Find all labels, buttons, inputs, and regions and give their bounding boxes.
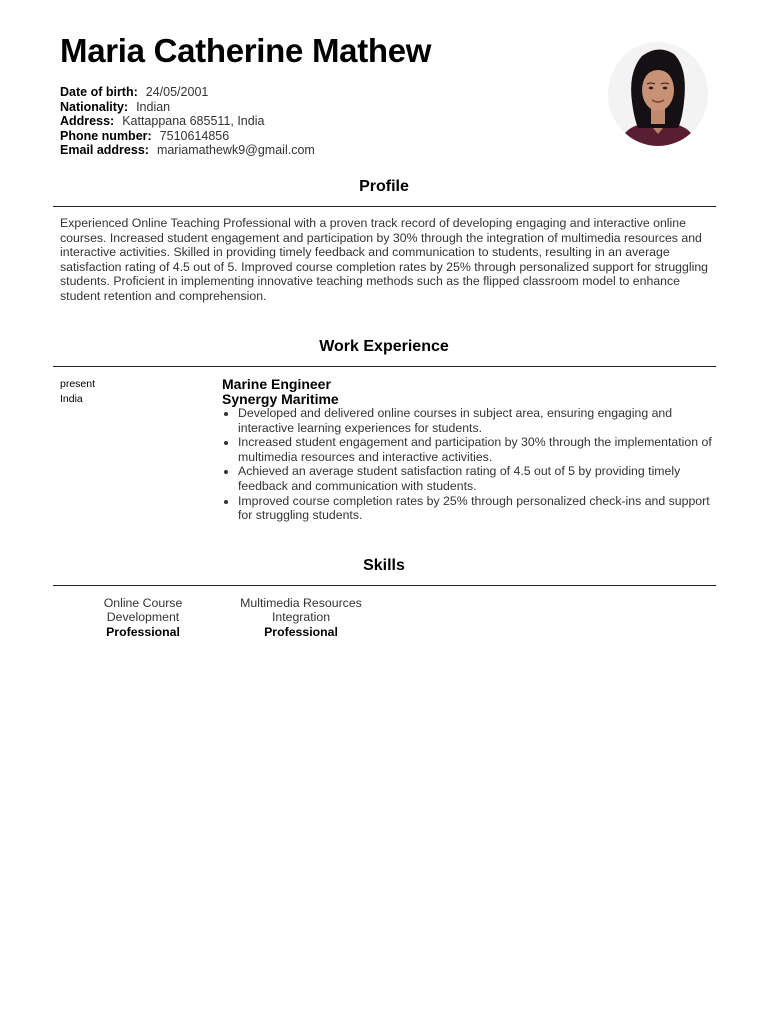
detail-row-date-of-birth	[60, 85, 315, 100]
job-bullets	[222, 406, 712, 523]
skill-name: Online Course Development	[103, 596, 183, 625]
job-bullet: • Increased student engagement and participation by 30% through the implementation of multimedia resources and interactive activities.	[238, 435, 712, 464]
work-experience-section-title: Work Experience	[319, 338, 449, 355]
job-meta	[60, 377, 95, 406]
detail-value: Kattappana 685511, India	[122, 114, 265, 129]
job-title: Marine Engineer	[222, 376, 331, 392]
profile-summary: Experienced Online Teaching Professional with a proven track record of developing engaging and interactive online courses. Increased student engagement and participation by 30% through the integration of multimedia resources and interactive activities. Skilled in providing timely feedback and communication to students, resulting in an average satisfaction rating of 4.5 out of 5. Improved course completion rates by 25% through personalized support for struggling students. Proficient in implementing innovative teaching methods such as the flipped classroom model to enhance student retention and comprehension.	[60, 216, 709, 303]
detail-row-email	[60, 143, 315, 158]
job-company: Synergy Maritime	[222, 390, 339, 407]
detail-row-address	[60, 114, 315, 129]
skill-level: Professional	[106, 624, 180, 639]
detail-label: Address:	[60, 114, 115, 129]
skill-name: Multimedia Resources Integration	[240, 596, 362, 625]
skill-item	[231, 596, 371, 639]
detail-label: Phone number:	[60, 128, 152, 143]
job-bullet: • Improved course completion rates by 25% through personalized check-ins and support for struggling students.	[238, 494, 712, 523]
job-bullet: • Developed and delivered online courses in subject area, ensuring engaging and interactive learning experiences for students.	[238, 406, 712, 435]
detail-value: mariamathewk9@gmail.com	[156, 143, 315, 158]
personal-details	[60, 85, 315, 158]
detail-row-phone	[60, 129, 315, 144]
detail-value: Indian	[136, 99, 171, 114]
skills-section-title: Skills	[363, 557, 405, 574]
detail-label: Email address:	[60, 143, 149, 158]
job-location: India	[60, 392, 83, 405]
profile-divider	[53, 206, 716, 207]
skill-level: Professional	[264, 624, 338, 639]
skills-divider	[53, 585, 716, 586]
job-bullet: • Achieved an average student satisfaction rating of 4.5 out of 5 by providing timely feedback and communication with students.	[238, 464, 712, 493]
profile-section-title: Profile	[359, 178, 409, 195]
detail-value: 24/05/2001	[145, 85, 209, 99]
profile-photo	[608, 42, 708, 146]
job-period: present	[60, 378, 96, 390]
job-entry	[222, 377, 712, 523]
detail-label: Date of birth:	[60, 85, 138, 99]
candidate-name: Maria Catherine Mathew	[60, 32, 432, 69]
detail-row-nationality	[60, 100, 315, 115]
detail-label: Nationality:	[60, 99, 129, 114]
work-experience-divider	[53, 366, 716, 367]
detail-value: 7510614856	[159, 128, 230, 143]
skill-item	[93, 596, 193, 639]
